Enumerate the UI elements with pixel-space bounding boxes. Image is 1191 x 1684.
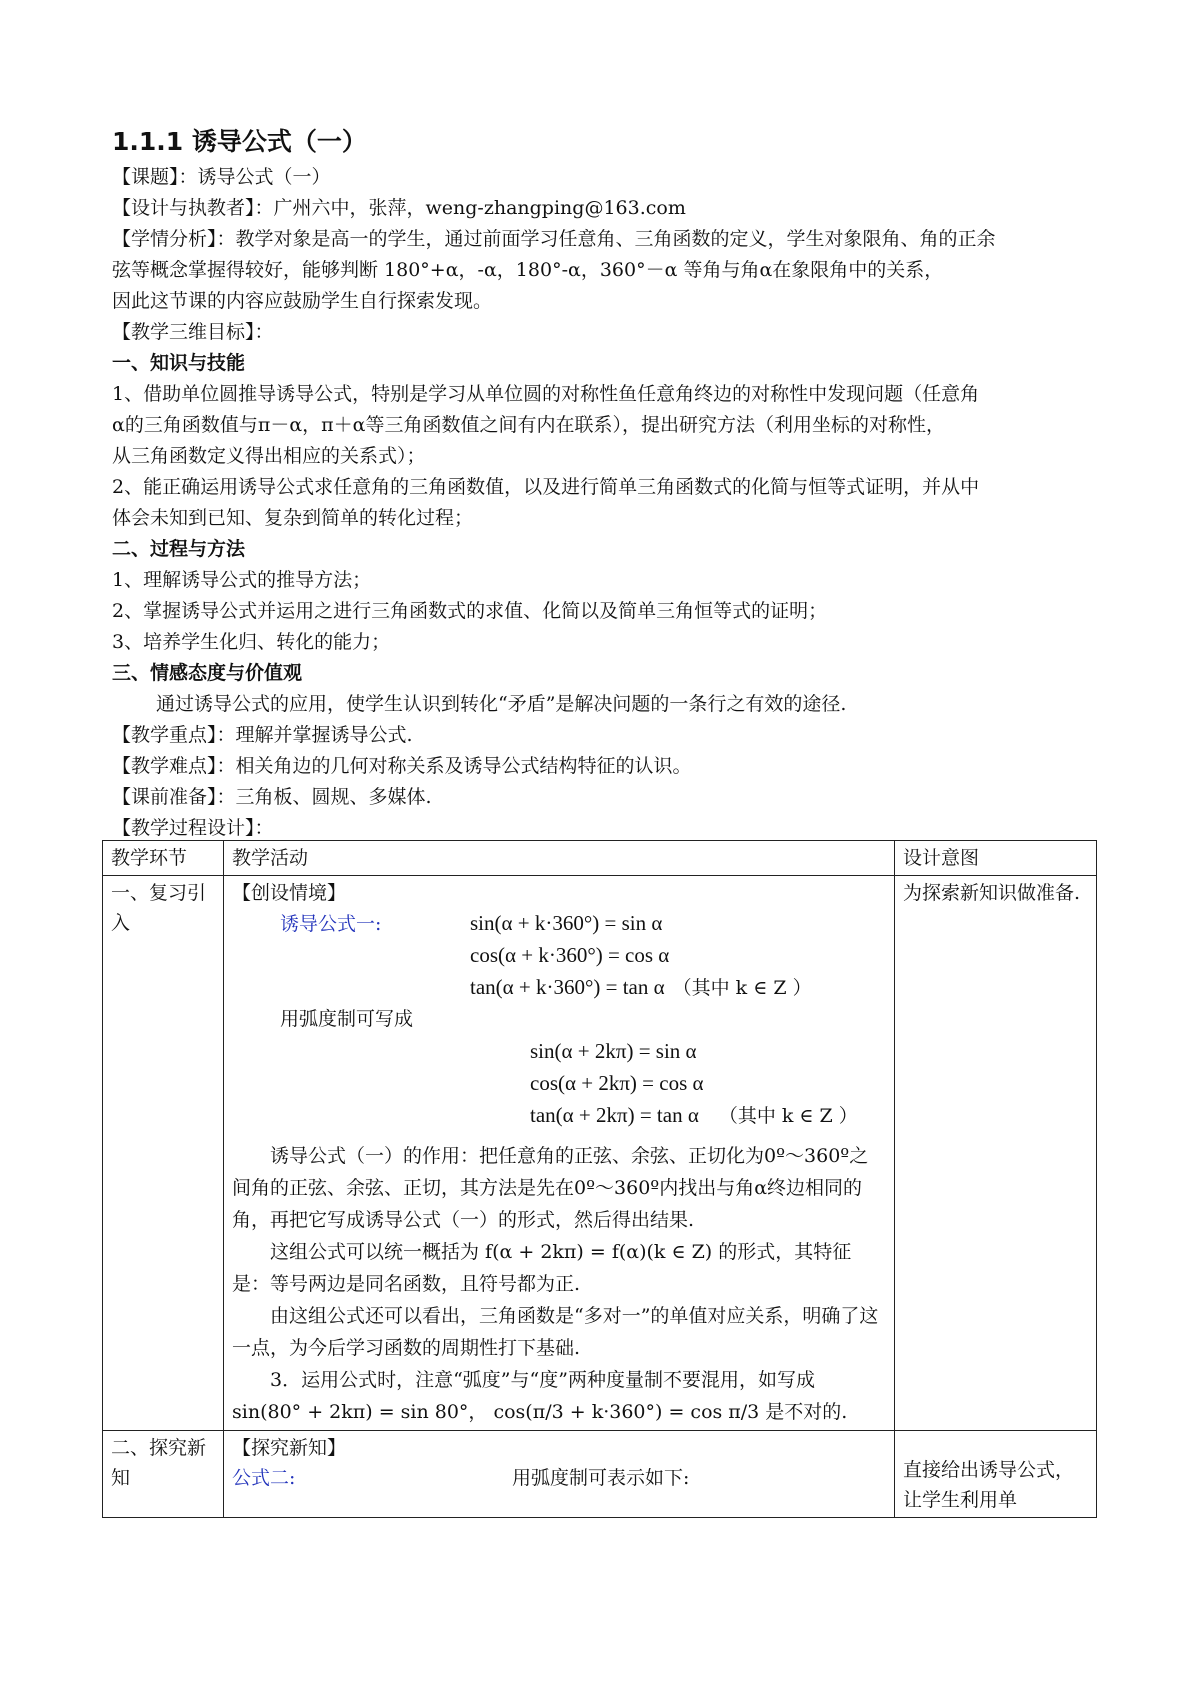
section-1-item-1b: α的三角函数值与π－α，π＋α等三角函数值之间有内在联系），提出研究方法（利用坐标的对称性， bbox=[112, 414, 945, 436]
paragraph-mapping: 由这组公式还可以看出，三角函数是“多对一”的单值对应关系，明确了这一点，为今后学习函数的周期性打下基础. bbox=[232, 1305, 879, 1359]
stage-cell: 一、复习引入 bbox=[103, 876, 224, 1431]
key-point: 【教学重点】：理解并掌握诱导公式. bbox=[112, 724, 413, 746]
section-2-item-1: 1、理解诱导公式的推导方法； bbox=[112, 569, 372, 591]
formula-one-label: 诱导公式一: bbox=[280, 913, 382, 935]
process-heading: 【教学过程设计】： bbox=[112, 817, 274, 839]
radian-text: 用弧度制可表示如下: bbox=[512, 1467, 690, 1489]
activity-subtitle: 【探究新知】 bbox=[232, 1437, 347, 1459]
rad-note: （其中 k ∈ Z ） bbox=[718, 1105, 858, 1127]
table-header-row bbox=[103, 841, 1097, 876]
rad-equation-tan: tan(α + 2kπ) = tan α bbox=[530, 1103, 699, 1127]
deg-equation-cos: cos(α + k·360°) = cos α bbox=[470, 943, 670, 967]
header-stage: 教学环节 bbox=[103, 841, 224, 876]
deg-note: （其中 k ∈ Z ） bbox=[672, 977, 812, 999]
formula-two-label: 公式二: bbox=[232, 1467, 296, 1489]
goals-heading: 【教学三维目标】： bbox=[112, 321, 274, 343]
section-2-title: 二、过程与方法 bbox=[112, 538, 246, 560]
topic-line: 【课题】：诱导公式（一） bbox=[112, 166, 331, 188]
section-1-item-1a: 1、借助单位圆推导诱导公式，特别是学习从单位圆的对称性鱼任意角终边的对称性中发现问题（任意角 bbox=[112, 383, 980, 405]
section-2-item-3: 3、培养学生化归、转化的能力； bbox=[112, 631, 391, 653]
analysis-line-3: 因此这节课的内容应鼓励学生自行探索发现。 bbox=[112, 290, 493, 312]
paragraph-usage: 诱导公式（一）的作用：把任意角的正弦、余弦、正切化为0º～360º之间角的正弦、余弦、正切，其方法是先在0º～360º内找出与角α终边相同的角，再把它写成诱导公式（一）的形式，然后得出结果. bbox=[232, 1145, 869, 1231]
activity-cell bbox=[224, 1431, 895, 1518]
section-3-title: 三、情感态度与价值观 bbox=[112, 662, 303, 684]
activity-cell bbox=[224, 876, 895, 1431]
designer-line: 【设计与执教者】：广州六中，张萍，weng-zhangping@163.com bbox=[112, 197, 686, 219]
activity-subtitle: 【创设情境】 bbox=[232, 882, 347, 904]
section-1-item-2b: 体会未知到已知、复杂到简单的转化过程； bbox=[112, 507, 474, 529]
rad-equation-cos: cos(α + 2kπ) = cos α bbox=[530, 1071, 704, 1095]
difficult-point: 【教学难点】：相关角边的几何对称关系及诱导公式结构特征的认识。 bbox=[112, 755, 692, 777]
paragraph-caution: 3．运用公式时，注意“弧度”与“度”两种度量制不要混用，如写成 sin(80° + 2kπ) = sin 80°， cos(π/3 + k·360°) = cos π/3 是不对的. bbox=[232, 1369, 848, 1423]
lesson-table bbox=[102, 840, 1097, 1518]
rad-equation-sin: sin(α + 2kπ) = sin α bbox=[530, 1039, 697, 1063]
page-title: 1.1.1 诱导公式（一） bbox=[112, 127, 367, 156]
table-row bbox=[103, 876, 1097, 1431]
intent-cell: 为探索新知识做准备. bbox=[895, 876, 1097, 1431]
section-3-item-1: 通过诱导公式的应用，使学生认识到转化“矛盾”是解决问题的一条行之有效的途径. bbox=[156, 693, 847, 715]
analysis-line-2: 弦等概念掌握得较好，能够判断 180°+α，-α，180°-α，360°－α 等角与角α在象限角中的关系， bbox=[112, 259, 944, 281]
header-activity: 教学活动 bbox=[224, 841, 895, 876]
document-body bbox=[112, 124, 1092, 844]
section-1-item-2a: 2、能正确运用诱导公式求任意角的三角函数值，以及进行简单三角函数式的化简与恒等式证明，并从中 bbox=[112, 476, 980, 498]
table-row bbox=[103, 1431, 1097, 1518]
paragraph-summary: 这组公式可以统一概括为 f(α + 2kπ) = f(α)(k ∈ Z) 的形式，其特征是：等号两边是同名函数，且符号都为正. bbox=[232, 1241, 852, 1295]
section-2-item-2: 2、掌握诱导公式并运用之进行三角函数式的求值、化简以及简单三角恒等式的证明； bbox=[112, 600, 828, 622]
section-1-item-1c: 从三角函数定义得出相应的关系式）； bbox=[112, 445, 426, 467]
section-1-title: 一、知识与技能 bbox=[112, 352, 246, 374]
header-intent: 设计意图 bbox=[895, 841, 1097, 876]
deg-equation-sin: sin(α + k·360°) = sin α bbox=[470, 911, 663, 935]
intent-cell: 直接给出诱导公式，让学生利用单 bbox=[895, 1431, 1097, 1518]
preparation: 【课前准备】：三角板、圆规、多媒体. bbox=[112, 786, 432, 808]
radian-intro: 用弧度制可写成 bbox=[280, 1008, 414, 1030]
deg-equation-tan: tan(α + k·360°) = tan α bbox=[470, 975, 665, 999]
analysis-line-1: 【学情分析】：教学对象是高一的学生，通过前面学习任意角、三角函数的定义，学生对象限角、角的正余 bbox=[112, 228, 996, 250]
stage-cell: 二、探究新知 bbox=[103, 1431, 224, 1518]
